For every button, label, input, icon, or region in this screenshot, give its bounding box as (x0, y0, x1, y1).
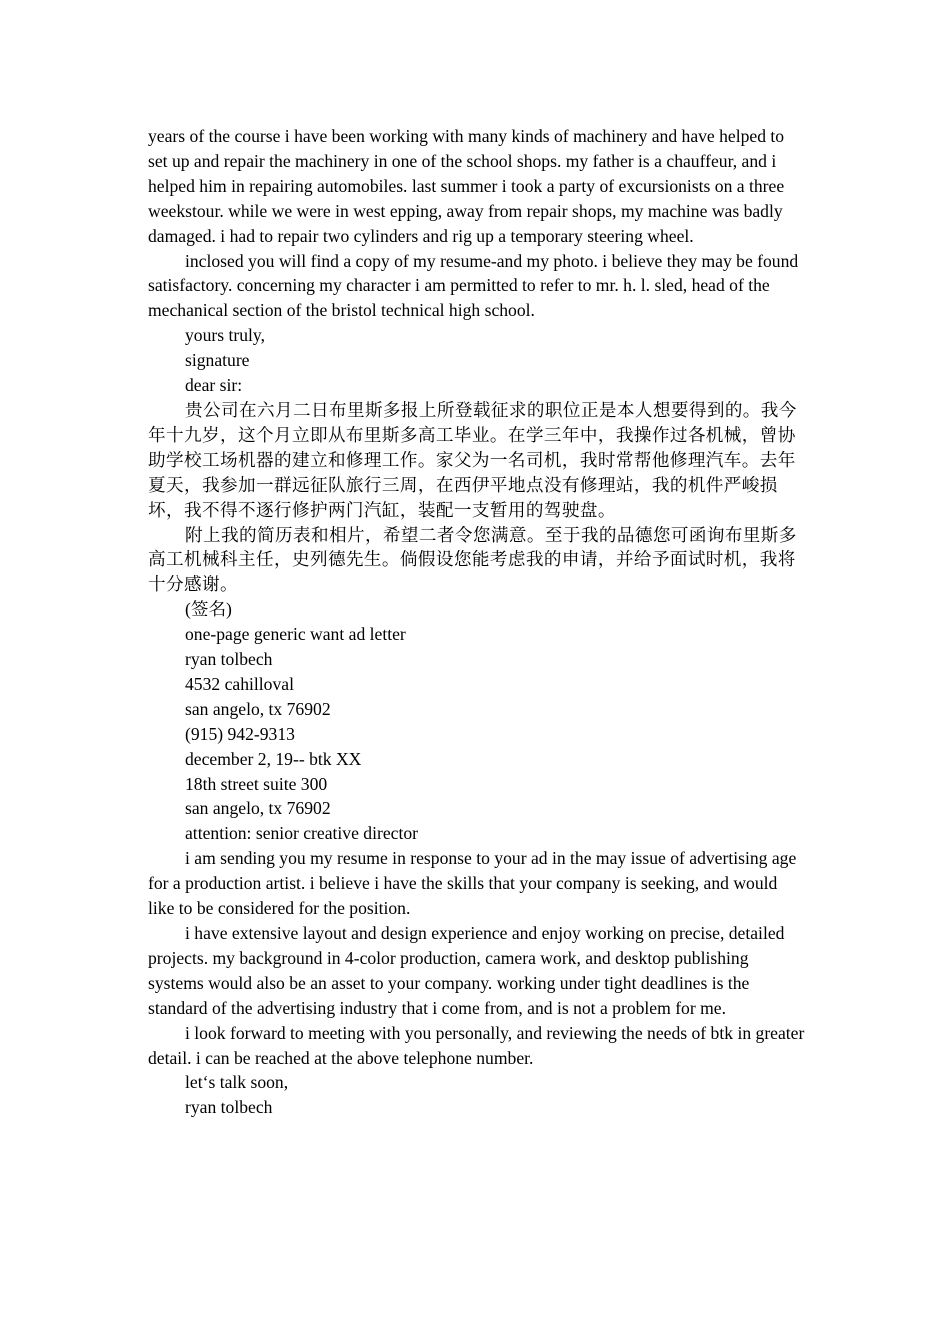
closing-talk-soon: let‘s talk soon, (185, 1072, 289, 1093)
sender-street: 4532 cahilloval (185, 673, 294, 694)
paragraph-experience: i have extensive layout and design experience and enjoy working on precise, detailed projects. my background in 4-color production, camera work, and desktop publishing systems would also be an asset to your company. working under tight deadlines is the standard of the advertising industry that i come from, and is not a problem for me. (148, 923, 785, 1018)
signature-line: signature (185, 350, 250, 371)
sender-phone: (915) 942-9313 (185, 723, 295, 744)
paragraph-response-to-ad: i am sending you my resume in response to your ad in the may issue of advertising age for a production artist. i believe i have the skills that your company is seeking, and would like to be considered for the position. (148, 848, 797, 919)
sender-name: ryan tolbech (185, 649, 273, 670)
section-heading: one-page generic want ad letter (185, 624, 406, 645)
document-body (148, 124, 808, 1120)
chinese-signature-line: (签名) (185, 599, 232, 620)
paragraph-machinery-experience: years of the course i have been working with many kinds of machinery and have helped to set up and repair the machinery in one of the school shops. my father is a chauffeur, and i helped him in repairing automobiles. last summer i took a party of excursionists on a three weekstour. while we were in west epping, away from repair shops, my machine was badly damaged. i had to repair two cylinders and rig up a temporary steering wheel. (148, 126, 785, 246)
salutation-dear-sir: dear sir: (185, 375, 243, 396)
closing-yours-truly: yours truly, (185, 325, 265, 346)
paragraph-meeting-request: i look forward to meeting with you personally, and reviewing the needs of btk in greater detail. i can be reached at the above telephone number. (148, 1022, 805, 1068)
sender-city: san angelo, tx 76902 (185, 698, 331, 719)
closing-signature-name: ryan tolbech (185, 1097, 273, 1118)
paragraph-chinese-application: 贵公司在六月二日布里斯多报上所登载征求的职位正是本人想要得到的。我今年十九岁，这个月立即从布里斯多高工毕业。在学三年中，我操作过各机械，曾协助学校工场机器的建立和修理工作。家父为一名司机，我时常帮他修理汽车。去年夏天，我参加一群远征队旅行三周，在西伊平地点没有修理站，我的机件严峻损坏，我不得不逐行修护两门汽缸，装配一支暂用的驾驶盘。 (148, 399, 797, 520)
paragraph-chinese-enclosure: 附上我的简历表和相片，希望二者令您满意。至于我的品德您可函询布里斯多高工机械科主任，史列德先生。倘假设您能考虑我的申请，并给予面试时机，我将十分感谢。 (148, 524, 797, 595)
paragraph-resume-enclosed: inclosed you will find a copy of my resume-and my photo. i believe they may be found satisfactory. concerning my character i am permitted to refer to mr. h. l. sled, head of the mechanical section of the bristol technical high school. (148, 250, 799, 321)
letter-date-recipient: december 2, 19-- btk XX (185, 748, 362, 769)
attention-line: attention: senior creative director (185, 823, 419, 844)
recipient-street: 18th street suite 300 (185, 773, 328, 794)
recipient-city: san angelo, tx 76902 (185, 798, 331, 819)
